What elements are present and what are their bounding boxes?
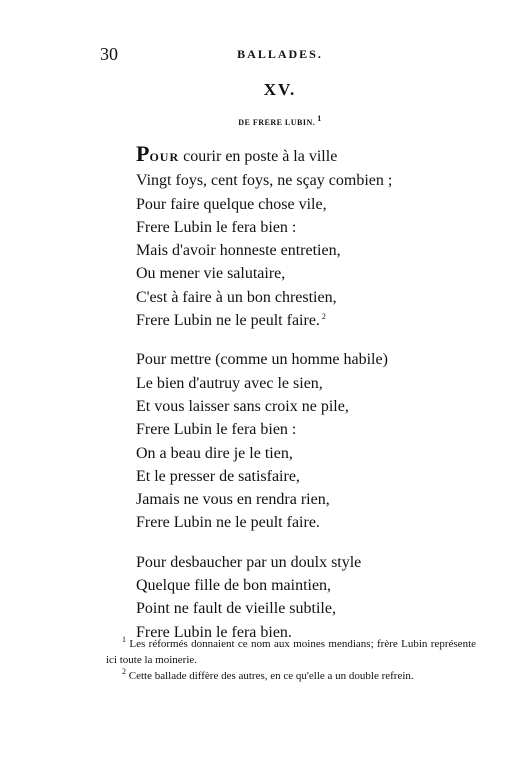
verse-line: Frere Lubin le fera bien : (136, 421, 297, 439)
verse-line: Mais d'avoir honneste entretien, (136, 242, 341, 260)
verse-line: Vingt foys, cent foys, ne sçay combien ; (136, 172, 393, 190)
footnotes (106, 636, 476, 684)
verse-line (136, 142, 392, 169)
ballade-title-text: DE FRERE LUBIN. (238, 118, 316, 127)
ballade-title (0, 114, 516, 127)
verse-line: Ou mener vie salutaire, (136, 265, 286, 283)
footnote-ref-1: 1 (317, 114, 322, 124)
page-number: 30 (100, 44, 118, 64)
verse-line: On a beau dire je le tien, (136, 444, 293, 462)
ballade-number: XV. (263, 80, 297, 99)
verse-line: Pour faire quelque chose vile, (136, 195, 327, 213)
footnote-mark: 2 (122, 667, 126, 677)
verse-line: Quelque fille de bon maintien, (136, 577, 332, 595)
stanza-3 (136, 551, 392, 644)
footnote-ref-2: 2 (321, 311, 326, 321)
verse-line-text: courir en poste à la ville (179, 148, 338, 165)
stanza-2 (136, 348, 392, 534)
footnote-mark: 1 (122, 635, 126, 645)
verse-line-text: Frere Lubin ne le peult faire. (136, 312, 320, 330)
running-head: BALLADES. (237, 47, 323, 61)
verse-line: Frere Lubin ne le peult faire. (136, 514, 320, 532)
stanza-1 (136, 142, 392, 332)
verse-line (136, 309, 392, 332)
small-caps-word: OUR (149, 150, 180, 164)
footnote-2 (106, 668, 476, 684)
footnote-text: Les réformés donnaient ce nom aux moines mendians; frère Lubin représente ici toute la moinerie. (106, 638, 477, 666)
verse-line: Pour mettre (comme un homme habile) (136, 351, 388, 369)
verse-line: C'est à faire à un bon chrestien, (136, 288, 337, 306)
verse-line: Pour desbaucher par un doulx style (136, 553, 362, 571)
drop-initial: P (136, 141, 150, 166)
verse-line: Frere Lubin le fera bien. (136, 623, 292, 641)
verse-line: Frere Lubin le fera bien : (136, 218, 297, 236)
verse-line: Point ne fault de vieille subtile, (136, 600, 336, 618)
verse-line: Jamais ne vous en rendra rien, (136, 491, 330, 509)
footnote-text: Cette ballade diffère des autres, en ce qu'elle a un double refrein. (128, 670, 414, 682)
poem (136, 142, 392, 660)
verse-line: Le bien d'autruy avec le sien, (136, 374, 323, 392)
verse-line: Et le presser de satisfaire, (136, 467, 300, 485)
footnote-1 (106, 636, 476, 668)
verse-line: Et vous laisser sans croix ne pile, (136, 397, 349, 415)
